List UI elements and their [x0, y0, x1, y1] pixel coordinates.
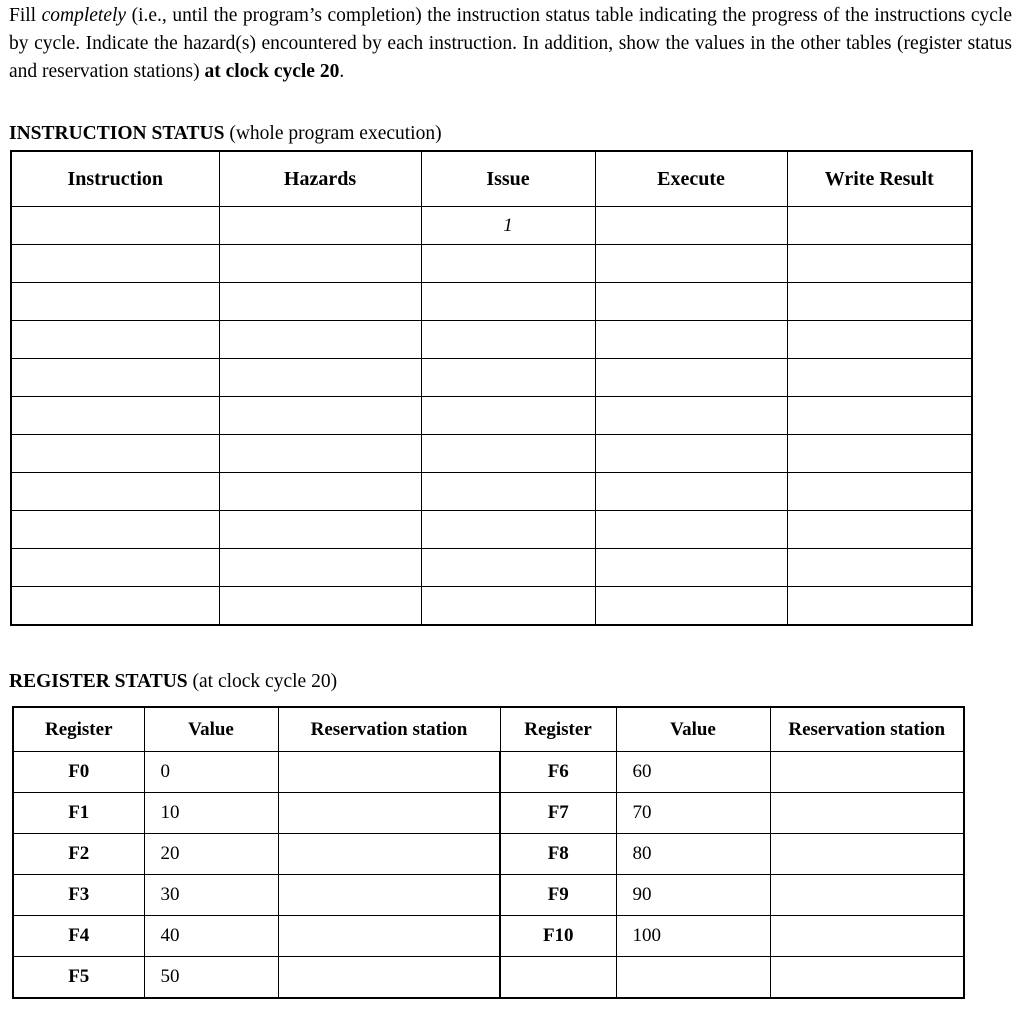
write-result-cell[interactable]: [787, 207, 972, 245]
instruction-status-title: INSTRUCTION STATUS: [9, 123, 225, 144]
intro-emphasis: completely: [41, 5, 127, 26]
hazards-cell[interactable]: [219, 283, 421, 321]
reservation-station-cell[interactable]: [770, 752, 964, 793]
issue-cell[interactable]: [421, 397, 595, 435]
register-status-table: [12, 706, 965, 999]
reservation-station-cell[interactable]: [278, 834, 500, 875]
register-name-cell: F3: [13, 875, 144, 916]
register-status-caption: [9, 670, 337, 694]
column-header-register: Register: [13, 707, 144, 752]
table-header-row: [13, 707, 964, 752]
issue-cell[interactable]: [421, 549, 595, 587]
table-row: [11, 359, 972, 397]
table-row: [13, 834, 964, 875]
table-row: [11, 245, 972, 283]
column-header-instruction: Instruction: [11, 151, 219, 207]
instruction-status-caption: [9, 122, 442, 146]
column-header-reservation-station: Reservation station: [278, 707, 500, 752]
instructions-paragraph: [9, 2, 1012, 86]
register-value-cell: 50: [144, 957, 278, 999]
instruction-cell[interactable]: [11, 283, 219, 321]
reservation-station-cell[interactable]: [770, 793, 964, 834]
write-result-cell[interactable]: [787, 549, 972, 587]
column-header-value: Value: [144, 707, 278, 752]
register-name-cell: [500, 957, 616, 999]
column-header-value: Value: [616, 707, 770, 752]
register-name-cell: F7: [500, 793, 616, 834]
instruction-cell[interactable]: [11, 397, 219, 435]
column-header-reservation-station: Reservation station: [770, 707, 964, 752]
table-row: [13, 875, 964, 916]
hazards-cell[interactable]: [219, 245, 421, 283]
execute-cell[interactable]: [595, 511, 787, 549]
column-header-hazards: Hazards: [219, 151, 421, 207]
issue-cell[interactable]: [421, 511, 595, 549]
instruction-cell[interactable]: [11, 587, 219, 626]
instruction-cell[interactable]: [11, 207, 219, 245]
column-header-register: Register: [500, 707, 616, 752]
instruction-cell[interactable]: [11, 321, 219, 359]
write-result-cell[interactable]: [787, 435, 972, 473]
issue-cell[interactable]: [421, 283, 595, 321]
execute-cell[interactable]: [595, 283, 787, 321]
instruction-status-subtitle: (whole program execution): [224, 123, 442, 144]
write-result-cell[interactable]: [787, 473, 972, 511]
hazards-cell[interactable]: [219, 587, 421, 626]
table-row: [11, 435, 972, 473]
reservation-station-cell[interactable]: [278, 916, 500, 957]
register-name-cell: F8: [500, 834, 616, 875]
execute-cell[interactable]: [595, 549, 787, 587]
register-value-cell: 90: [616, 875, 770, 916]
write-result-cell[interactable]: [787, 283, 972, 321]
hazards-cell[interactable]: [219, 435, 421, 473]
register-name-cell: F1: [13, 793, 144, 834]
register-value-cell: [616, 957, 770, 999]
issue-cell[interactable]: [421, 245, 595, 283]
register-name-cell: F6: [500, 752, 616, 793]
hazards-cell[interactable]: [219, 207, 421, 245]
register-value-cell: 10: [144, 793, 278, 834]
table-row: [11, 587, 972, 626]
instruction-cell[interactable]: [11, 245, 219, 283]
register-name-cell: F10: [500, 916, 616, 957]
hazards-cell[interactable]: [219, 549, 421, 587]
reservation-station-cell[interactable]: [278, 793, 500, 834]
register-value-cell: 60: [616, 752, 770, 793]
hazards-cell[interactable]: [219, 359, 421, 397]
execute-cell[interactable]: [595, 397, 787, 435]
table-row: [11, 397, 972, 435]
reservation-station-cell[interactable]: [278, 875, 500, 916]
instruction-cell[interactable]: [11, 359, 219, 397]
write-result-cell[interactable]: [787, 587, 972, 626]
reservation-station-cell[interactable]: [770, 834, 964, 875]
write-result-cell[interactable]: [787, 397, 972, 435]
register-value-cell: 30: [144, 875, 278, 916]
instruction-cell[interactable]: [11, 473, 219, 511]
register-name-cell: F9: [500, 875, 616, 916]
reservation-station-cell[interactable]: [770, 957, 964, 999]
hazards-cell[interactable]: [219, 397, 421, 435]
instruction-cell[interactable]: [11, 549, 219, 587]
table-row: [13, 793, 964, 834]
table-row: [11, 207, 972, 245]
instruction-status-table: [10, 150, 973, 626]
issue-cell[interactable]: [421, 321, 595, 359]
register-name-cell: F0: [13, 752, 144, 793]
table-row: [11, 511, 972, 549]
table-row: [11, 473, 972, 511]
issue-cell[interactable]: [421, 587, 595, 626]
issue-cell[interactable]: [421, 435, 595, 473]
intro-text-2: (i.e., until the program’s completion) the instruction status table indicating the progress of the instructions cycle by cycle. Indicate the hazard(s) encountered by each instruction. In addition, show the values in the other tables (register status and reservation stations): [9, 5, 1013, 82]
write-result-cell[interactable]: [787, 511, 972, 549]
column-header-write-result: Write Result: [787, 151, 972, 207]
execute-cell[interactable]: [595, 473, 787, 511]
table-row: [13, 957, 964, 999]
hazards-cell[interactable]: [219, 511, 421, 549]
execute-cell[interactable]: [595, 359, 787, 397]
register-status-title: REGISTER STATUS: [9, 671, 188, 692]
intro-bold: at clock cycle 20: [204, 61, 340, 82]
register-name-cell: F2: [13, 834, 144, 875]
table-row: [13, 752, 964, 793]
column-header-execute: Execute: [595, 151, 787, 207]
issue-cell[interactable]: [421, 359, 595, 397]
register-value-cell: 80: [616, 834, 770, 875]
instruction-cell[interactable]: [11, 511, 219, 549]
register-name-cell: F5: [13, 957, 144, 999]
reservation-station-cell[interactable]: [278, 957, 500, 999]
register-value-cell: 40: [144, 916, 278, 957]
table-row: [13, 916, 964, 957]
column-header-issue: Issue: [421, 151, 595, 207]
intro-text-1: Fill: [9, 5, 42, 26]
register-value-cell: 100: [616, 916, 770, 957]
execute-cell[interactable]: [595, 435, 787, 473]
reservation-station-cell[interactable]: [278, 752, 500, 793]
hazards-cell[interactable]: [219, 321, 421, 359]
register-value-cell: 0: [144, 752, 278, 793]
write-result-cell[interactable]: [787, 359, 972, 397]
register-value-cell: 20: [144, 834, 278, 875]
register-status-subtitle: (at clock cycle 20): [187, 671, 338, 692]
register-name-cell: F4: [13, 916, 144, 957]
execute-cell[interactable]: [595, 245, 787, 283]
table-row: [11, 321, 972, 359]
write-result-cell[interactable]: [787, 245, 972, 283]
reservation-station-cell[interactable]: [770, 916, 964, 957]
instruction-cell[interactable]: [11, 435, 219, 473]
execute-cell[interactable]: [595, 321, 787, 359]
reservation-station-cell[interactable]: [770, 875, 964, 916]
intro-text-3: .: [339, 61, 345, 82]
issue-cell[interactable]: [421, 473, 595, 511]
execute-cell[interactable]: [595, 207, 787, 245]
issue-cell[interactable]: 1: [421, 207, 595, 245]
execute-cell[interactable]: [595, 587, 787, 626]
table-row: [11, 283, 972, 321]
write-result-cell[interactable]: [787, 321, 972, 359]
register-value-cell: 70: [616, 793, 770, 834]
table-header-row: [11, 151, 972, 207]
hazards-cell[interactable]: [219, 473, 421, 511]
table-row: [11, 549, 972, 587]
